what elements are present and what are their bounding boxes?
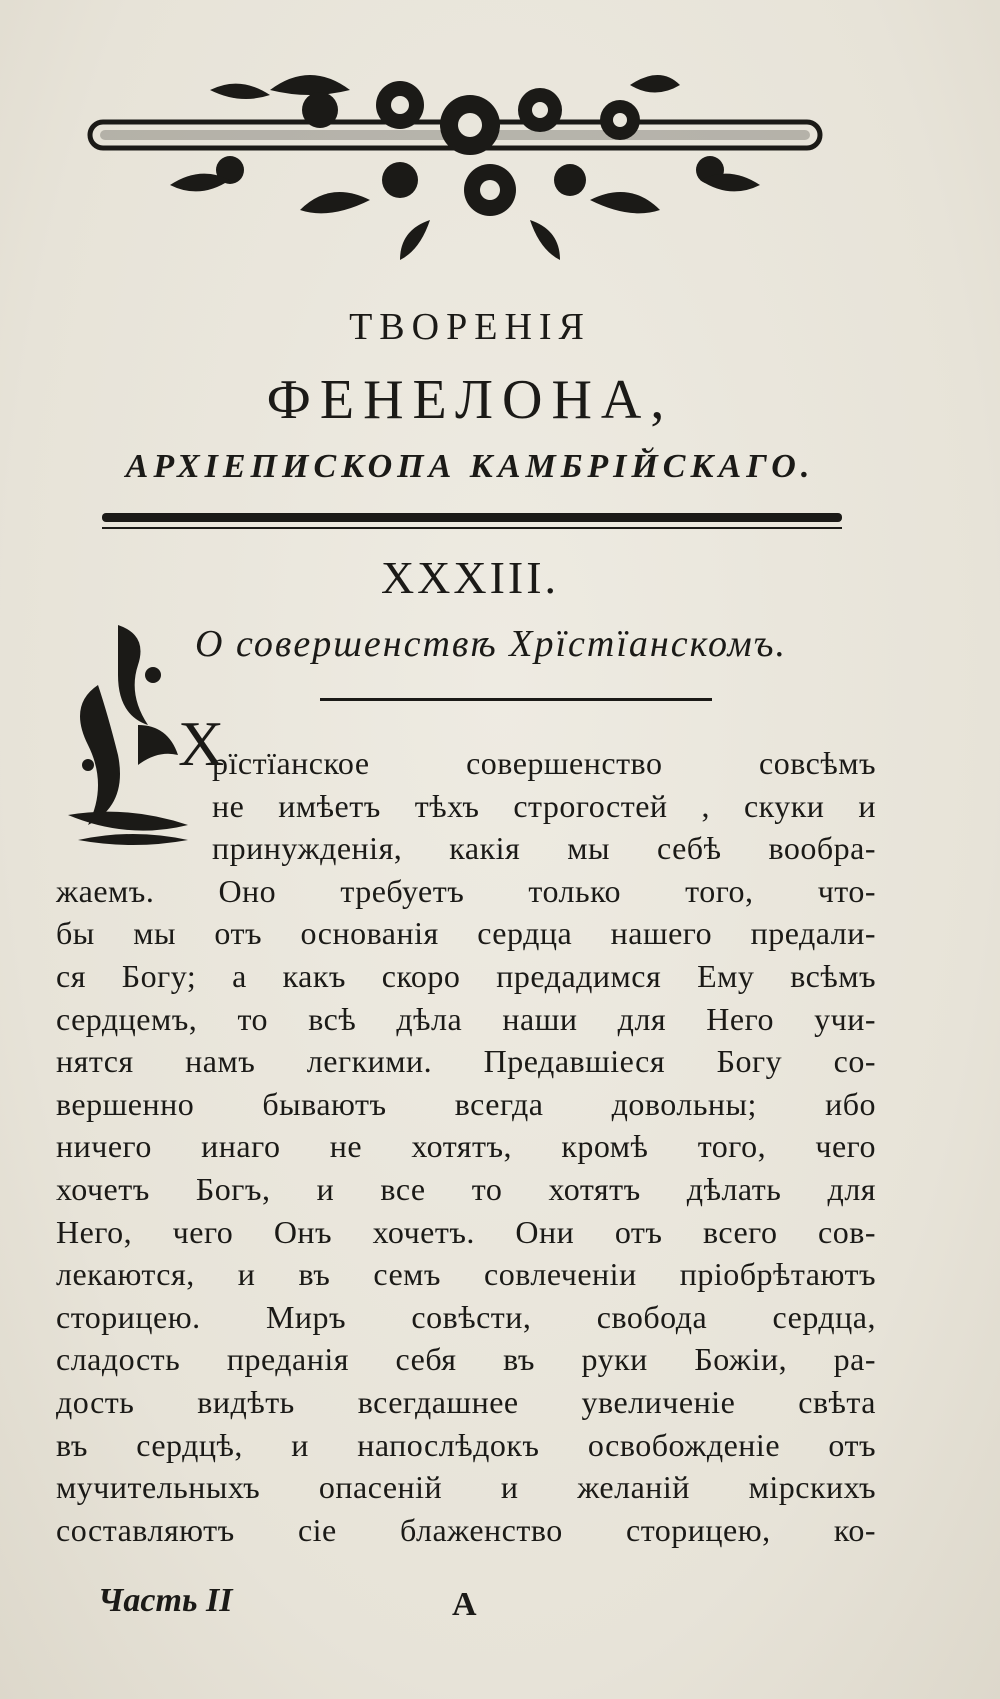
text-line: ничего инаго не хотятъ, кромѣ того, чего <box>56 1128 876 1165</box>
text-line: въ сердцѣ, и напослѣдокъ освобожденіе отъ <box>56 1426 876 1463</box>
chapter-number: XXXIII. <box>380 552 560 603</box>
text-line: Него, чего Онъ хочетъ. Они отъ всего сов- <box>56 1213 876 1250</box>
author-title: АРХІЕПИСКОПА КАМБРІЙСКАГО. <box>125 448 815 485</box>
floral-headpiece-ornament <box>70 50 860 270</box>
text-line: составляютъ сіе блаженство сторицею, ко- <box>56 1511 876 1548</box>
text-line: ся Богу; а какъ скоро предадимся Ему всѣмъ <box>56 957 876 994</box>
chapter-title: О совершенствѣ Хрїстїанскомъ. <box>195 623 787 665</box>
text-line: бы мы отъ основанія сердца нашего предали- <box>56 915 876 952</box>
text-line: сердцемъ, то всѣ дѣла наши для Него учи- <box>56 1000 876 1037</box>
text-line: вершенно бываютъ всегда довольны; ибо <box>56 1085 876 1122</box>
text-line: лекаются, и въ семъ совлеченіи пріобрѣтаютъ <box>56 1256 876 1293</box>
signature-mark: А <box>452 1586 477 1623</box>
text-line: принужденія, какія мы себѣ вообра- <box>212 830 876 867</box>
text-line: не имѣетъ тѣхъ строгостей , скуки и <box>212 787 876 824</box>
work-title: ТВОРЕНІЯ <box>349 306 591 348</box>
body-text <box>56 742 876 1551</box>
text-line: рїстїанское совершенство совсѣмъ <box>212 745 876 781</box>
thin-divider-rule <box>102 527 842 529</box>
volume-part-label: Часть II <box>98 1582 233 1619</box>
chapter-divider-rule <box>320 698 712 701</box>
text-line: нятся намъ легкими. Предавшіеся Богу со- <box>56 1043 876 1080</box>
text-line: сторицею. Миръ совѣсти, свобода сердца, <box>56 1298 876 1335</box>
text-line: жаемъ. Оно требуетъ только того, что- <box>56 872 876 909</box>
text-line: мучительныхъ опасеній и желаній мірскихъ <box>56 1469 876 1506</box>
text-line: хочетъ Богъ, и все то хотятъ дѣлать для <box>56 1170 876 1207</box>
text-line: дость видѣть всегдашнее увеличеніе свѣта <box>56 1383 876 1420</box>
text-line: сладость преданія себя въ руки Божіи, ра- <box>56 1341 876 1378</box>
thick-divider-rule <box>102 513 842 522</box>
drop-cap-letter: Х <box>178 708 225 779</box>
author-name: ФЕНЕЛОНА, <box>266 369 674 431</box>
